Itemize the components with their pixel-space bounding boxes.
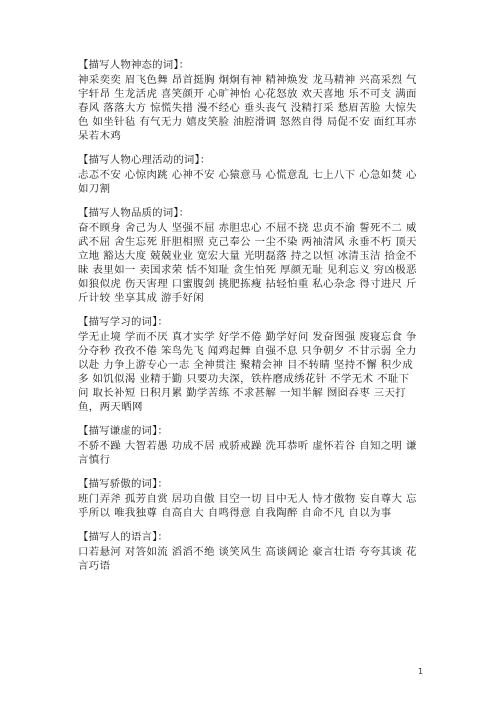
- section-study: [78, 315, 418, 414]
- section-body: 忐忑不安 心惊肉跳 心神不安 心猿意马 心慌意乱 七上八下 心急如焚 心如刀割: [78, 169, 417, 195]
- section-body: 班门弄斧 孤芳自赏 居功自傲 目空一切 目中无人 恃才傲物 妄自尊大 忘乎所以 唯我独尊 自高自大 自鸣得意 自我陶醉 自命不凡 自以为事: [78, 493, 417, 519]
- section-heading: 【描写谦虚的词】：: [78, 425, 169, 437]
- section-modesty: [78, 424, 418, 467]
- section-heading: 【描写学习的词】：: [78, 316, 169, 328]
- section-psychology: [78, 153, 418, 196]
- section-character: [78, 206, 418, 305]
- section-heading: 【描写人物神态的词】：: [78, 59, 190, 71]
- section-heading: 【描写骄傲的词】：: [78, 478, 169, 490]
- content-area: [78, 58, 418, 583]
- section-arrogance: [78, 477, 418, 520]
- section-body: 奋不顾身 舍己为人 坚强不屈 赤胆忠心 不屈不挠 忠贞不渝 誓死不二 威武不屈 舍生忘死 肝胆相照 克己奉公 一尘不染 两袖清风 永垂不朽 顶天立地 豁达大度 兢兢业业 宽宏大量 光明磊落 持之以恒 冰清玉洁 拾金不昧 表里如一 卖国求荣 恬不知耻 贪生怕死 厚颜无耻 见利忘义 穷凶极恶 如狼似虎 伤天害理 口蜜腹剑 挑肥拣瘦 拈轻怕重 私心杂念 得寸进尺 斤斤计较 坐享其成 游手好闲: [78, 222, 417, 304]
- section-body: 口若悬河 对答如流 滔滔不绝 谈笑风生 高谈阔论 豪言壮语 夸夸其谈 花言巧语: [78, 546, 417, 572]
- section-body: 不骄不躁 大智若愚 功成不居 戒骄戒躁 洗耳恭听 虚怀若谷 自知之明 谦言慎行: [78, 440, 417, 466]
- section-expression: [78, 58, 418, 143]
- section-heading: 【描写人物品质的词】：: [78, 207, 190, 219]
- section-body: 神采奕奕 眉飞色舞 昂首挺胸 炯炯有神 精神焕发 龙马精神 兴高采烈 气宇轩昂 生龙活虎 喜笑颜开 心旷神怡 心花怒放 欢天喜地 乐不可支 满面春风 落落大方 惊慌失措 漫不经心 垂头丧气 没精打采 愁眉苦脸 大惊失色 如坐针毡 有气无力 嬉皮笑脸 油腔滑调 怒然自得 局促不安 面红耳赤 呆若木鸡: [78, 74, 417, 142]
- section-heading: 【描写人的语言】：: [78, 531, 169, 543]
- section-heading: 【描写人物心理活动的词】：: [78, 154, 211, 166]
- page-number: 1: [418, 667, 424, 676]
- section-body: 学无止境 学而不厌 真才实学 好学不倦 勤学好问 发奋图强 废寝忘食 争分夺秒 孜孜不倦 笨鸟先飞 闻鸡起舞 自强不息 只争朝夕 不甘示弱 全力以赴 力争上游专心一志 全神贯注 聚精会神 目不转睛 坚持不懈 积少成多 如饥似渴 业精于勤 只要功夫深，铁杵磨成绣花针 不学无术 不耻下问 取长补短 日积月累 勤学苦练 不求甚解 一知半解 囫囵吞枣 三天打鱼，两天晒网: [78, 331, 417, 413]
- section-speech: [78, 530, 418, 573]
